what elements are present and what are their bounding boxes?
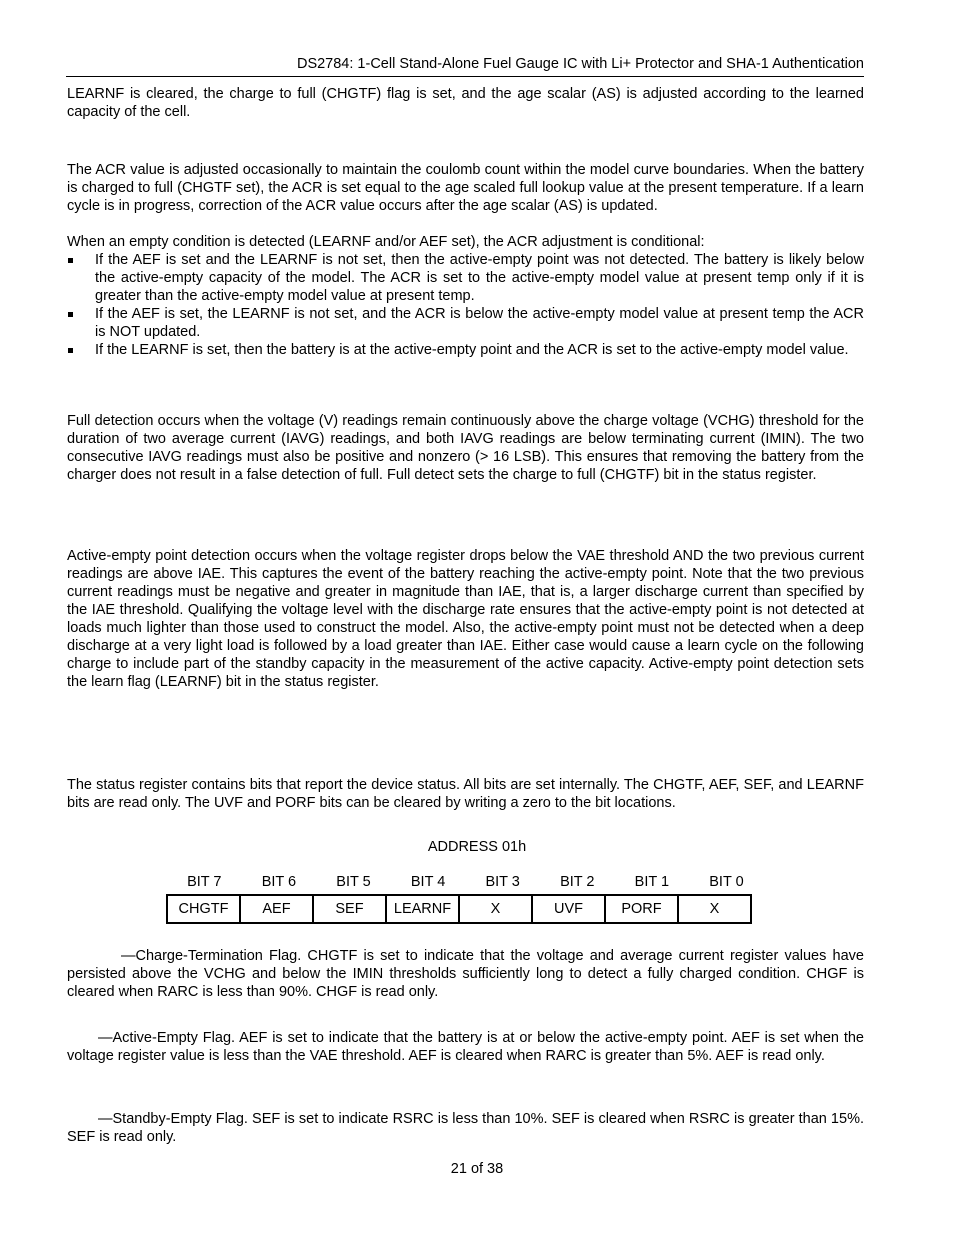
- bit-label: BIT 2: [560, 874, 595, 890]
- bit-label: BIT 1: [634, 874, 670, 890]
- square-bullet-icon: [68, 258, 73, 263]
- paragraph-learnf-cleared: LEARNF is cleared, the charge to full (CHGTF) flag is set, and the age scalar (AS) is adjusted according to the learned capacity of the cell.: [67, 86, 864, 120]
- acr-adjust-bullet-list: [67, 251, 864, 359]
- register-bit-cell: LEARNF: [386, 895, 459, 923]
- paragraph-sef-description: —Standby-Empty Flag. SEF is set to indicate RSRC is less than 10%. SEF is cleared when RSRC is greater than 15%. SEF is read only.: [67, 1111, 864, 1145]
- list-item: [67, 305, 864, 341]
- paragraph-acr-adjust: The ACR value is adjusted occasionally to maintain the coulomb count within the model curve boundaries. When the battery is charged to full (CHGTF set), the ACR is set equal to the age scaled full lookup value at the present temperature. If a learn cycle is in progress, correction of the ACR value occurs after the age scalar (AS) is updated.: [67, 162, 864, 214]
- register-bit-cell: CHGTF: [167, 895, 240, 923]
- paragraph-status-register: The status register contains bits that report the device status. All bits are set internally. The CHGTF, AEF, SEF, and LEARNF bits are read only. The UVF and PORF bits can be cleared by writing a zero to the bit locations.: [67, 777, 864, 811]
- bullet-text: If the LEARNF is set, then the battery is at the active-empty point and the ACR is set to the active-empty model value.: [95, 342, 849, 358]
- bit-label: BIT 5: [336, 874, 371, 890]
- square-bullet-icon: [68, 348, 73, 353]
- status-register-table: [166, 894, 752, 924]
- table-row: [167, 895, 751, 923]
- register-bit-cell: UVF: [532, 895, 605, 923]
- header-rule: [66, 76, 864, 77]
- page-number: 21 of 38: [450, 1161, 504, 1177]
- list-item: [67, 251, 864, 305]
- bit-label: BIT 0: [709, 874, 744, 890]
- bullet-text: If the AEF is set, the LEARNF is not set, and the ACR is below the active-empty model value at present temp the ACR is NOT updated.: [95, 306, 864, 340]
- bit-labels-row: [167, 873, 764, 891]
- square-bullet-icon: [68, 312, 73, 317]
- paragraph-active-empty-detection: Active-empty point detection occurs when the voltage register drops below the VAE threshold AND the two previous current readings are above IAE. This captures the event of the battery reaching the active-empty point. Note that the two previous current readings must be negative and greater in magnitude than IAE, that is, a larger discharge current than specified by the IAE threshold. Qualifying the voltage level with the discharge rate ensures that the active-empty point is not detected at loads much lighter than those used to construct the model. Also, the active-empty point must not be detected when a deep discharge at a very light load is followed by a load greater than IAE. Either case would cause a learn cycle on the following charge to include part of the standby capacity in the measurement of the active capacity. Active-empty point detection sets the learn flag (LEARNF) bit in the status register.: [67, 548, 864, 690]
- bit-label: BIT 4: [410, 874, 446, 890]
- register-address: [0, 838, 954, 856]
- paragraph-full-detection: Full detection occurs when the voltage (V) readings remain continuously above the charge voltage (VCHG) threshold for the duration of two average current (IAVG) readings, and both IAVG readings are below terminating current (IMIN). The two consecutive IAVG readings must also be positive and nonzero (> 16 LSB). This ensures that removing the battery from the charger does not result in a false detection of full. Full detect sets the charge to full (CHGTF) bit in the status register.: [67, 413, 864, 483]
- bullet-text: If the AEF is set and the LEARNF is not set, then the active-empty point was not detected. The battery is likely below the active-empty capacity of the model. The ACR is set to the active-empty model value at present temp only if it is greater than the active-empty model value at present temp.: [95, 252, 864, 304]
- register-bit-cell: X: [678, 895, 751, 923]
- register-bit-cell: AEF: [240, 895, 313, 923]
- bit-label: BIT 7: [187, 874, 222, 890]
- paragraph-chgtf-description: —Charge-Termination Flag. CHGTF is set to indicate that the voltage and average current register values have persisted above the VCHG and below the IMIN thresholds sufficiently long to detect a fully charged condition. CHGF is cleared when RARC is less than 90%. CHGF is read only.: [67, 948, 864, 1000]
- header-title: DS2784: 1-Cell Stand-Alone Fuel Gauge IC with Li+ Protector and SHA-1 Authentication: [296, 56, 864, 72]
- paragraph-empty-condition: When an empty condition is detected (LEARNF and/or AEF set), the ACR adjustment is conditional:: [67, 234, 705, 250]
- paragraph-aef-description: —Active-Empty Flag. AEF is set to indicate that the battery is at or below the active-empty point. AEF is set when the voltage register value is less than the VAE threshold. AEF is cleared when RARC is greater than 5%. AEF is read only.: [67, 1030, 864, 1064]
- register-bit-cell: SEF: [313, 895, 386, 923]
- register-address-text: ADDRESS 01h: [427, 839, 527, 855]
- bit-label: BIT 3: [485, 874, 520, 890]
- register-bit-cell: PORF: [605, 895, 678, 923]
- register-bit-cell: X: [459, 895, 532, 923]
- list-item: [67, 341, 864, 359]
- bit-label: BIT 6: [261, 874, 297, 890]
